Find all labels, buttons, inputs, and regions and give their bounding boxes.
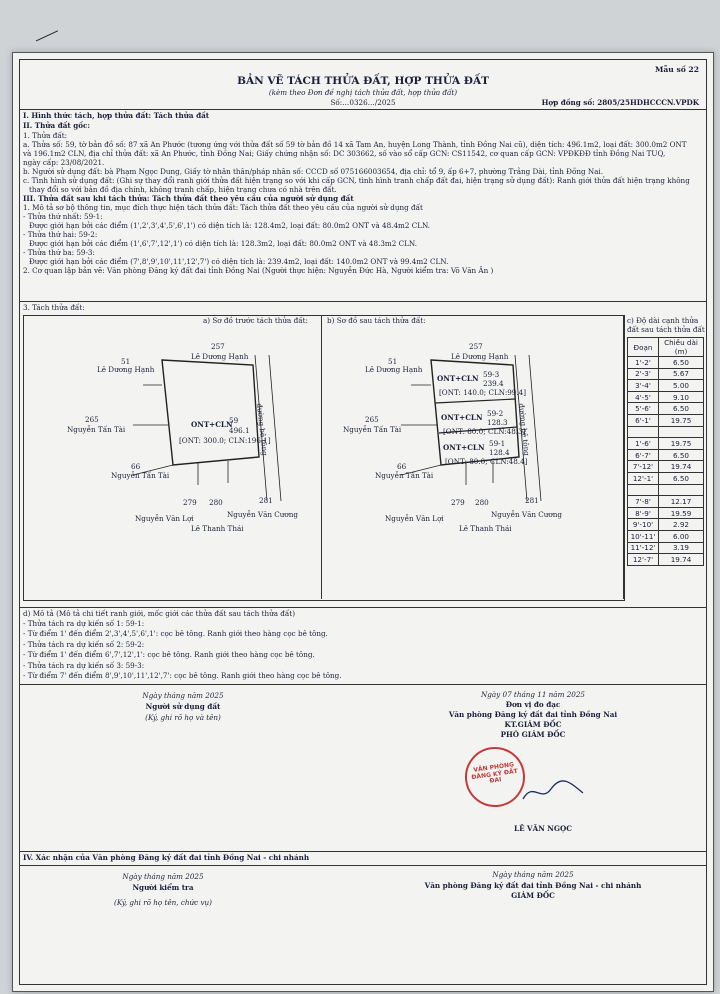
survey-role-1: Đơn vị đo đạc xyxy=(505,700,561,709)
before-n265: 265 xyxy=(85,415,99,424)
boundary-l1: - Thửa tách ra dự kiến số 1: 59-1: xyxy=(23,619,145,628)
after-sketch-title: b) Sơ đồ sau tách thửa đất: xyxy=(327,316,426,325)
segment-name: 8'-9' xyxy=(628,507,659,519)
parcel-592-detail: [ONT: 80.0; CLN:48.3] xyxy=(443,427,526,436)
segment-name: 5'-6' xyxy=(628,403,659,415)
parcel-591-no: 59-1 xyxy=(489,439,506,448)
section-2-b: b. Người sử dụng đất: bà Phạm Ngọc Dung, Giấy tờ nhân thân/pháp nhân số: CCCD số 075166003654, địa chỉ: tổ 9, ấp 6+7, phường Trảng Dài, tỉnh Đồng Nai. xyxy=(23,167,604,176)
owner-sign-date: Ngày tháng năm 2025 xyxy=(142,691,224,700)
after-n265: 265 xyxy=(365,415,379,424)
segment-name: 12'-1' xyxy=(628,472,659,484)
section-2-title: II. Thửa đất gốc: xyxy=(23,121,91,130)
contract-number: Hợp đồng số: 2805/25HDHCCCN.VPDK xyxy=(541,98,699,107)
after-n257: 257 xyxy=(469,342,483,351)
parcel-1-title: - Thửa thứ nhất: 59-1: xyxy=(23,212,103,221)
col-length: Chiều dài (m) xyxy=(659,338,704,357)
boundary-l2: - Thửa tách ra dự kiến số 2: 59-2: xyxy=(23,640,145,649)
survey-role-2: Văn phòng Đăng ký đất đai tỉnh Đồng Nai xyxy=(448,710,618,719)
segment-name: 3'-4' xyxy=(628,380,659,392)
section-4-divider xyxy=(19,851,707,852)
segment-name: 2'-3' xyxy=(628,368,659,380)
checker-role: Người kiểm tra xyxy=(132,883,194,892)
segment-row xyxy=(628,368,704,380)
after-n279-owner: Nguyễn Văn Lợi xyxy=(385,514,444,523)
segment-row xyxy=(628,542,704,554)
section-3-title: III. Thửa đất sau khi tách thửa: Tách thửa đất theo yêu cầu của người sử dụng đất xyxy=(23,194,354,203)
document-number: Số:…0326…/2025 xyxy=(330,98,396,107)
parcel-593-area: 239.4 xyxy=(483,379,504,388)
segment-row xyxy=(628,380,704,392)
before-parcel-no: 59 xyxy=(229,416,239,425)
boundary-l3: - Thửa tách ra dự kiến số 3: 59-3: xyxy=(23,661,145,670)
segment-length: 5.00 xyxy=(659,380,704,392)
segment-name: 6'-7' xyxy=(628,449,659,461)
owner-sign-note: (Ký, ghi rõ họ và tên) xyxy=(145,713,221,722)
segment-row xyxy=(628,414,704,426)
section-2-c1: c. Tình hình sử dụng đất: (Ghi sự thay đổi ranh giới thửa đất hiện trạng so với khi cấp GCN, tình hình tranh chấp đất đai, hiện trạng sử dụng đất): Ranh giới thửa đất hiện trạng không xyxy=(23,176,690,185)
segment-length: 6.00 xyxy=(659,530,704,542)
segment-row xyxy=(628,357,704,369)
segment-table-body xyxy=(628,357,704,566)
parcel-3-title: - Thửa thứ ba: 59-3: xyxy=(23,248,95,257)
parcel-591-area: 128.4 xyxy=(489,448,510,457)
segment-length: 6.50 xyxy=(659,472,704,484)
segment-length: 6.50 xyxy=(659,403,704,415)
segment-row xyxy=(628,449,704,461)
before-sketch-title: a) Sơ đồ trước tách thửa đất: xyxy=(203,316,308,325)
segment-name: 1'-6' xyxy=(628,438,659,450)
section-4-line xyxy=(19,865,707,866)
segment-length: 6.50 xyxy=(659,357,704,369)
form-number: Mẫu số 22 xyxy=(654,65,699,74)
segment-length: 6.50 xyxy=(659,449,704,461)
after-n279: 279 xyxy=(451,498,465,507)
before-n51: 51 xyxy=(121,357,131,366)
segment-row xyxy=(628,554,704,566)
after-n265-owner: Nguyễn Tấn Tài xyxy=(343,425,402,434)
after-road: đường bê tông xyxy=(517,402,532,457)
parcel-3-desc: Được giới hạn bởi các điểm (7',8',9',10',11',12',7') có diện tích là: 239.4m2, loại đất: 140.0m2 ONT và 99.4m2 CLN. xyxy=(29,257,449,266)
sketch-split-2 xyxy=(623,315,624,599)
before-parcel-detail: [ONT: 300.0; CLN:196.1] xyxy=(179,436,271,445)
section-1: I. Hình thức tách, hợp thửa đất: Tách thửa đất xyxy=(23,111,210,120)
parcel-1-desc: Được giới hạn bởi các điểm (1',2',3',4',5',6',1') có diện tích là: 128.4m2, loại đất: 80.0m2 ONT và 48.4m2 CLN. xyxy=(29,221,431,230)
segment-length: 19.75 xyxy=(659,414,704,426)
before-n279-owner: Nguyễn Văn Lợi xyxy=(135,514,194,523)
segment-length: 19.74 xyxy=(659,554,704,566)
before-n66: 66 xyxy=(131,462,141,471)
segment-name: 11'-12' xyxy=(628,542,659,554)
section-2-line: 1. Thửa đất: xyxy=(23,131,68,140)
segment-row xyxy=(628,426,704,438)
after-n280: 280 xyxy=(475,498,489,507)
segment-table-title: c) Độ dài cạnh thửa xyxy=(627,316,699,325)
sketch-divider xyxy=(19,301,707,302)
section-2-a2: và 196.1m2 CLN, địa chỉ thửa đất: xã An Phước, tỉnh Đồng Nai; Giấy chứng nhận số: DC 303662, số vào sổ cấp GCN: CS11542, cơ quan cấp GCN: VPĐKĐĐ tỉnh Đồng Nai TUQ, xyxy=(23,149,666,158)
sign-divider xyxy=(19,684,707,685)
section-2-a1: a. Thửa số: 59, tờ bản đồ số: 87 xã An Phước (tương ứng với thửa đất số 59 tờ bản đồ 14 xã Tam An, huyện Long Thành, tỉnh Đồng Nai cũ), diện tích: 496.1m2, loại đất: 300.0m2 ONT xyxy=(23,140,687,149)
after-n281-owner: Nguyễn Văn Cương xyxy=(491,510,562,519)
segment-length: 19.75 xyxy=(659,438,704,450)
parcel-592-no: 59-2 xyxy=(487,409,504,418)
header-divider xyxy=(19,109,707,110)
survey-role-3: KT.GIÁM ĐỐC xyxy=(504,720,562,729)
land-document-sheet xyxy=(12,52,714,992)
segment-length: 9.10 xyxy=(659,391,704,403)
segment-length xyxy=(659,484,704,496)
segment-name: 12'-7' xyxy=(628,554,659,566)
segment-table-header xyxy=(628,338,704,357)
col-segment: Đoạn xyxy=(628,338,659,357)
segment-length: 19.59 xyxy=(659,507,704,519)
segment-table-title2: đất sau tách thửa đất xyxy=(627,325,705,334)
segment-row xyxy=(628,403,704,415)
segment-name: 10'-11' xyxy=(628,530,659,542)
segment-row xyxy=(628,519,704,531)
after-n280-owner: Lê Thanh Thái xyxy=(459,524,512,533)
before-n257: 257 xyxy=(211,342,225,351)
boundary-l2d: - Từ điểm 1' đến điểm 6',7',12',1': cọc bê tông. Ranh giới theo hàng cọc bê tông. xyxy=(23,650,315,659)
before-parcel-label: ONT+CLN xyxy=(191,420,233,429)
parcel-591-label: ONT+CLN xyxy=(443,443,485,452)
parcel-592-area: 128.3 xyxy=(487,418,508,427)
segment-name: 1'-2' xyxy=(628,357,659,369)
after-n66: 66 xyxy=(397,462,407,471)
before-parcel-area: 496.1 xyxy=(229,426,250,435)
segment-name xyxy=(628,484,659,496)
section-3-l2: 2. Cơ quan lập bản vẽ: Văn phòng Đăng ký đất đai tỉnh Đồng Nai (Người thực hiện: Nguyễn Đức Hà, Người kiểm tra: Võ Văn Ân ) xyxy=(23,266,494,275)
parcel-2-desc: Được giới hạn bởi các điểm (1',6',7',12',1') có diện tích là: 128.3m2, loại đất: 80.0m2 ONT và 48.3m2 CLN. xyxy=(29,239,417,248)
parcel-591-detail: [ONT: 80.0; CLN:48.4] xyxy=(445,457,528,466)
segment-row xyxy=(628,391,704,403)
parcel-593-no: 59-3 xyxy=(483,370,500,379)
owner-sign-role: Người sử dụng đất xyxy=(145,702,221,711)
segment-name xyxy=(628,426,659,438)
section-3-l1: 1. Mô tả sơ bộ thông tin, mục đích thực hiện tách thửa đất: Tách thửa đất theo yêu cầu của người sử dụng đất xyxy=(23,203,423,212)
checker-note: (Ký, ghi rõ họ tên, chức vụ) xyxy=(114,898,212,907)
section-2-a3: ngày cấp: 23/08/2021. xyxy=(23,158,105,167)
before-sketch xyxy=(23,315,321,599)
after-n51-owner: Lê Dương Hạnh xyxy=(365,365,423,374)
parcel-593-detail: [ONT: 140.0; CLN:99.4] xyxy=(439,388,527,397)
signature xyxy=(519,777,589,807)
segment-row xyxy=(628,461,704,473)
checker-date: Ngày tháng năm 2025 xyxy=(122,872,204,881)
before-n66-owner: Nguyễn Tấn Tài xyxy=(111,471,170,480)
boundary-divider xyxy=(19,607,707,608)
stamp-text: VĂN PHÒNG ĐĂNG KÝ ĐẤT ĐAI xyxy=(471,761,519,785)
after-n281: 281 xyxy=(525,496,539,505)
parcel-2-title: - Thửa thứ hai: 59-2: xyxy=(23,230,98,239)
segment-length: 3.19 xyxy=(659,542,704,554)
after-n257-owner: Lê Dương Hạnh xyxy=(451,352,509,361)
signer-name: LÊ VĂN NGỌC xyxy=(514,824,572,833)
boundary-l3d: - Từ điểm 7' đến điểm 8',9',10',11',12',7': cọc bê tông. Ranh giới theo hàng cọc bê tông. xyxy=(23,671,342,680)
segment-name: 4'-5' xyxy=(628,391,659,403)
before-n280: 280 xyxy=(209,498,223,507)
segment-length: 5.67 xyxy=(659,368,704,380)
document-subtitle: (kèm theo Đơn đề nghị tách thửa đất, hợp thửa đất) xyxy=(268,88,458,97)
section-4-title: IV. Xác nhận của Văn phòng Đăng ký đất đai tỉnh Đồng Nai - chi nhánh xyxy=(23,853,310,862)
parcel-592-label: ONT+CLN xyxy=(441,413,483,422)
segment-row xyxy=(628,438,704,450)
segment-row xyxy=(628,530,704,542)
before-n280-owner: Lê Thanh Thái xyxy=(191,524,244,533)
branch-role-1: Văn phòng Đăng ký đất đai tỉnh Đồng Nai - chi nhánh xyxy=(424,881,642,890)
sketch-title: 3. Tách thửa đất: xyxy=(23,303,85,312)
segment-name: 7'-12' xyxy=(628,461,659,473)
document-title: BẢN VẼ TÁCH THỬA ĐẤT, HỢP THỬA ĐẤT xyxy=(237,75,489,87)
branch-date: Ngày tháng năm 2025 xyxy=(492,870,574,879)
segment-length: 12.17 xyxy=(659,496,704,508)
segment-length xyxy=(659,426,704,438)
before-n281: 281 xyxy=(259,496,273,505)
after-n66-owner: Nguyễn Tấn Tài xyxy=(375,471,434,480)
boundary-l1d: - Từ điểm 1' đến điểm 2',3',4',5',6',1': cọc bê tông. Ranh giới theo hàng cọc bê tông. xyxy=(23,629,328,638)
segment-name: 6'-1' xyxy=(628,414,659,426)
segment-name: 9'-10' xyxy=(628,519,659,531)
segment-length: 19.74 xyxy=(659,461,704,473)
segment-length-table xyxy=(627,337,704,566)
segment-row xyxy=(628,507,704,519)
before-n51-owner: Lê Dương Hạnh xyxy=(97,365,155,374)
branch-role-2: GIÁM ĐỐC xyxy=(511,891,555,900)
before-n281-owner: Nguyễn Văn Cương xyxy=(227,510,298,519)
before-n257-owner: Lê Dương Hạnh xyxy=(191,352,249,361)
before-n279: 279 xyxy=(183,498,197,507)
section-2-c2: thay đổi so với bản đồ địa chính, không tranh chấp, hiện trạng chưa có nhà trên đất. xyxy=(29,185,337,194)
before-road: đường bê tông xyxy=(255,402,270,457)
segment-name: 7'-8' xyxy=(628,496,659,508)
segment-length: 2.92 xyxy=(659,519,704,531)
segment-row xyxy=(628,484,704,496)
survey-sign-date: Ngày 07 tháng 11 năm 2025 xyxy=(480,690,585,699)
parcel-593-label: ONT+CLN xyxy=(437,374,479,383)
survey-role-4: PHÓ GIÁM ĐỐC xyxy=(500,730,566,739)
before-n265-owner: Nguyễn Tấn Tài xyxy=(67,425,126,434)
boundary-title: d) Mô tả (Mô tả chi tiết ranh giới, mốc giới các thửa đất sau tách thửa đất) xyxy=(23,609,295,618)
segment-row xyxy=(628,496,704,508)
segment-row xyxy=(628,472,704,484)
pen-mark xyxy=(30,18,58,42)
after-n51: 51 xyxy=(388,357,398,366)
